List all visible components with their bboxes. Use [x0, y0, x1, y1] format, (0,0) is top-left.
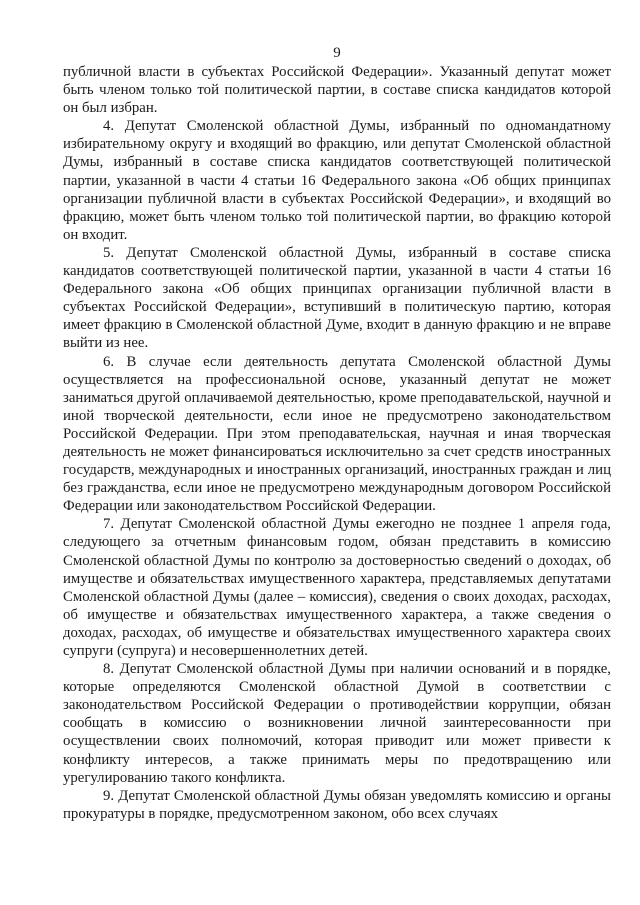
document-body: [63, 63, 611, 823]
paragraph-5: 5. Депутат Смоленской областной Думы, избранный в составе списка кандидатов соответствующей политической партии, указанной в части 4 статьи 16 Федерального закона «Об общих принципах организации публичной власти в субъектах Российской Федерации», вступивший в политическую партию, которая имеет фракцию в Смоленской областной Думе, входит в данную фракцию и не вправе выйти из нее.: [63, 244, 611, 352]
paragraph-9: 9. Депутат Смоленской областной Думы обязан уведомлять комиссию и органы прокуратуры в порядке, предусмотренном законом, обо всех случаях: [63, 787, 611, 822]
paragraph-7: 7. Депутат Смоленской областной Думы ежегодно не позднее 1 апреля года, следующего за отчетным финансовым годом, обязан представить в комиссию Смоленской областной Думы по контролю за достоверностью сведений о доходах, об имуществе и обязательствах имущественного характера, представляемых депутатами Смоленской областной Думы (далее – комиссия), сведения о своих доходах, расходах, об имуществе и обязательствах имущественного характера, а также сведения о доходах, расходах, об имуществе и обязательствах имущественного характера своих супруги (супруга) и несовершеннолетних детей.: [63, 516, 611, 659]
paragraph-8: 8. Депутат Смоленской областной Думы при наличии оснований и в порядке, которые определяются Смоленской областной Думой в соответствии с законодательством Российской Федерации о противодействии коррупции, обязан сообщать в комиссию о возникновении личной заинтересованности при осуществлении своих полномочий, которая приводит или может привести к конфликту интересов, а также принимать меры по предотвращению или урегулированию такого конфликта.: [63, 661, 611, 786]
page-number: 9: [333, 45, 341, 61]
document-page: [63, 0, 611, 905]
paragraph-continuation: публичной власти в субъектах Российской Федерации». Указанный депутат может быть членом только той политической партии, в составе списка кандидатов которой он был избран.: [63, 64, 611, 117]
paragraph-6: 6. В случае если деятельность депутата Смоленской областной Думы осуществляется на профессиональной основе, указанный депутат не может заниматься другой оплачиваемой деятельностью, кроме преподавательской, научной и иной творческой деятельности, если иное не предусмотрено законодательством Российской Федерации. При этом преподавательская, научная и иная творческая деятельность не может финансироваться исключительно за счет средств иностранных государств, международных и иностранных организаций, иностранных граждан и лиц без гражданства, если иное не предусмотрено международным договором Российской Федерации или законодательством Российской Федерации.: [63, 353, 611, 515]
paragraph-4: 4. Депутат Смоленской областной Думы, избранный по одномандатному избирательному округу и входящий во фракцию, или депутат Смоленской областной Думы, избранный в составе списка кандидатов соответствующей политической партии, указанной в части 4 статьи 16 Федерального закона «Об общих принципах организации публичной власти в субъектах Российской Федерации», и входящий во фракцию, может быть членом только той политической партии, во фракцию которой он входит.: [63, 118, 611, 243]
